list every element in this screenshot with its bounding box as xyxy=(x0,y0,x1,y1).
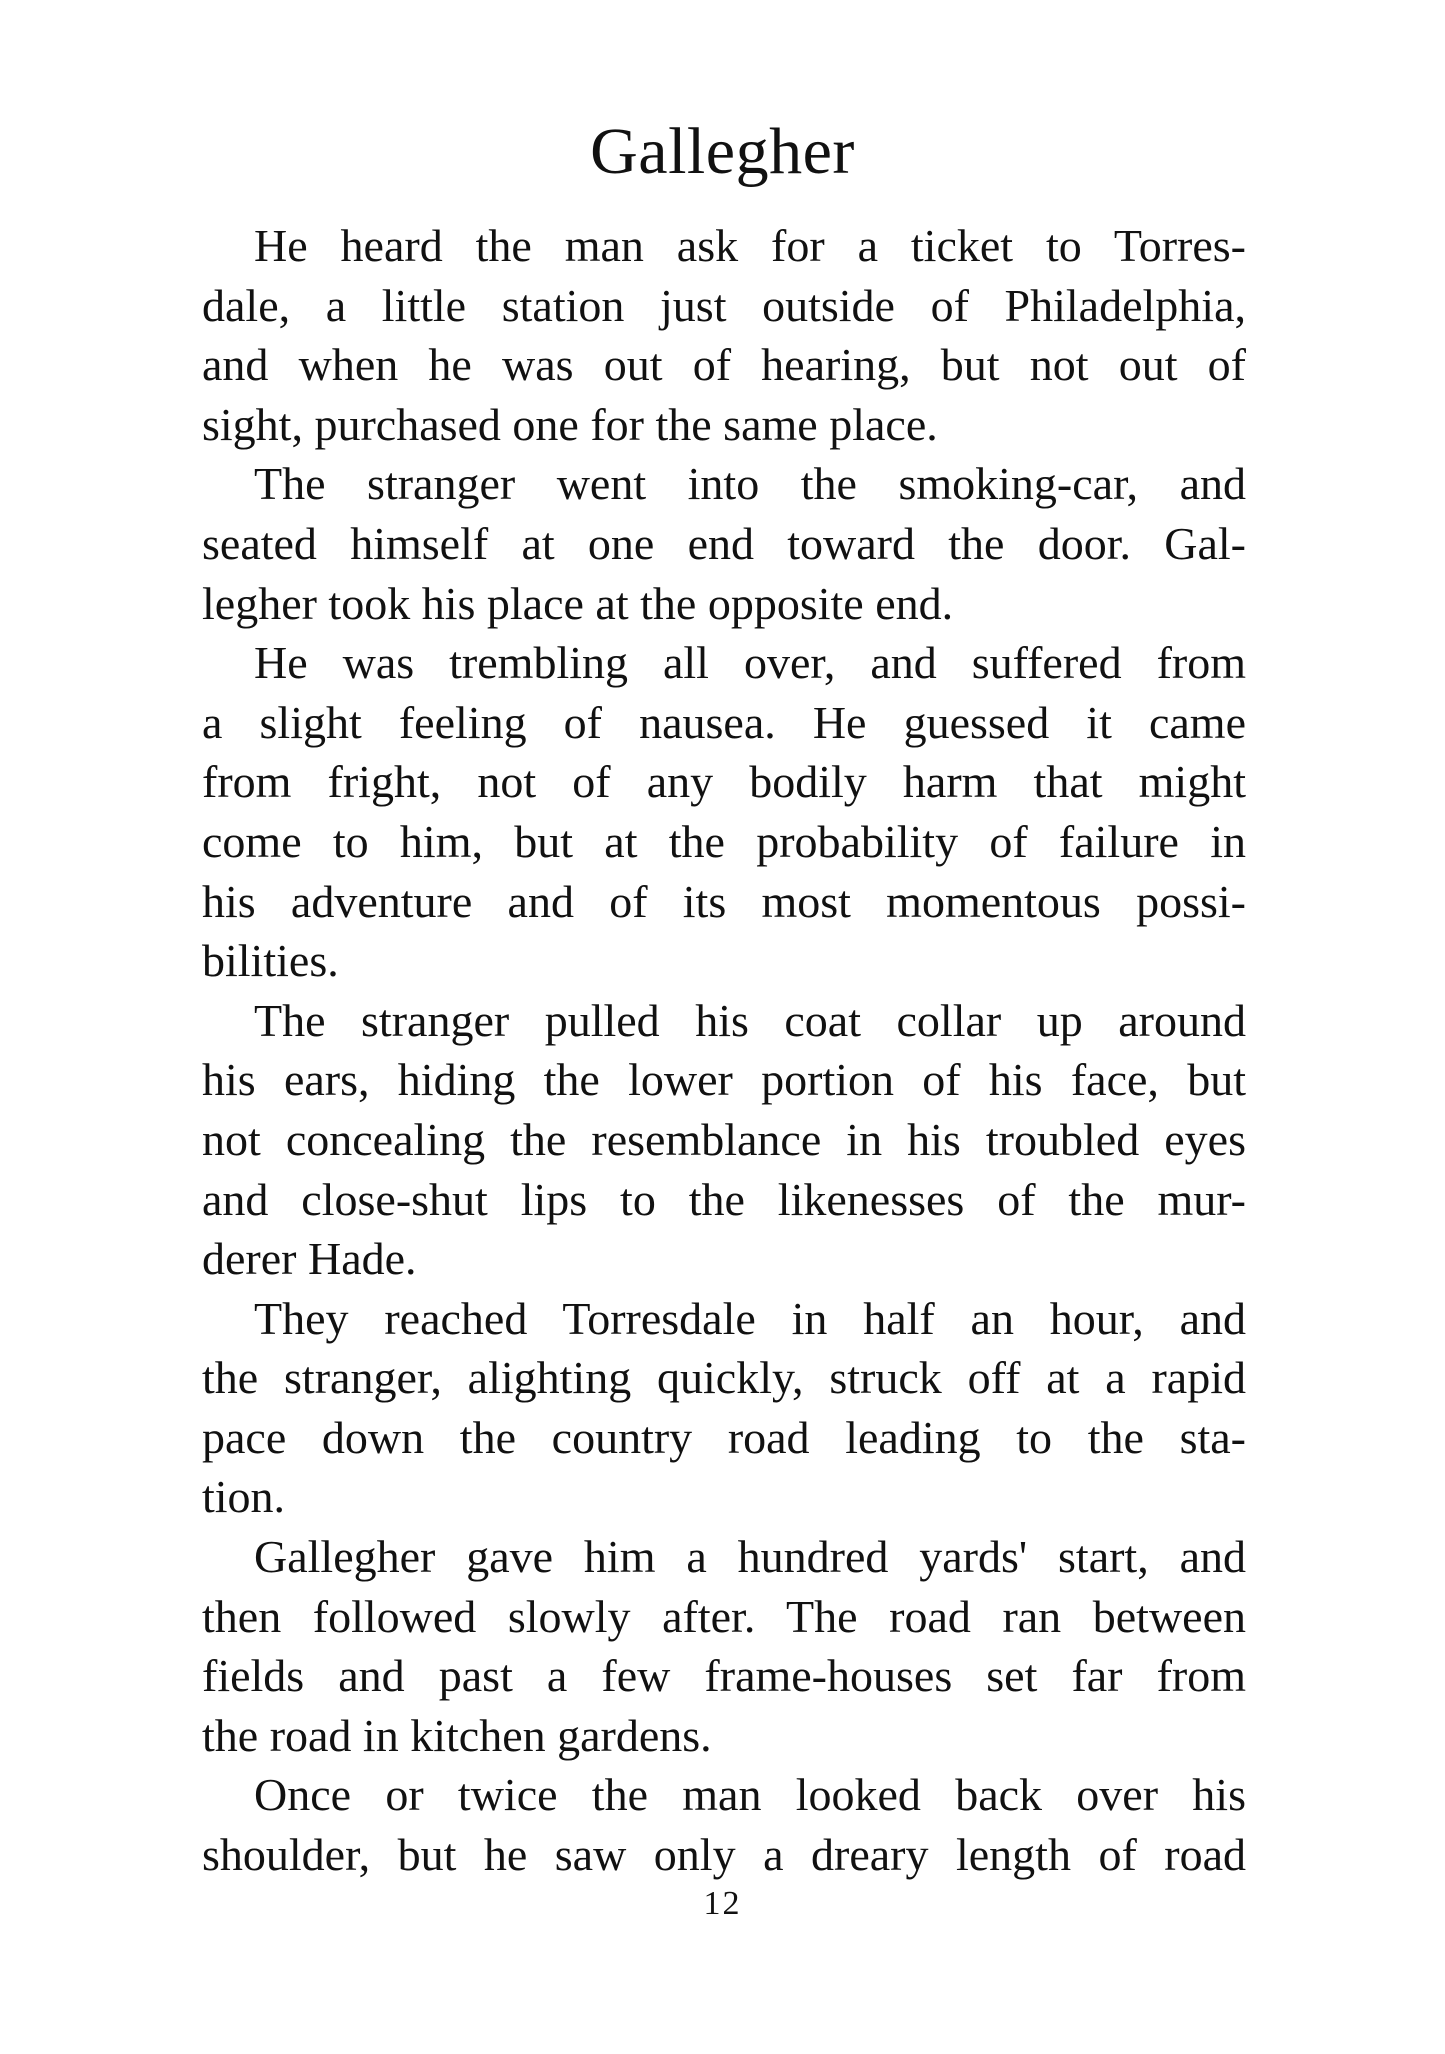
text-line: a slight feeling of nausea. He guessed it came xyxy=(202,696,1246,748)
paragraph xyxy=(202,1527,1246,1765)
text-line: He was trembling all over, and suffered from xyxy=(254,637,1246,689)
text-line: fields and past a few frame-houses set far from xyxy=(202,1650,1246,1702)
text-line: seated himself at one end toward the door. Gal- xyxy=(202,517,1246,569)
text-line: derer Hade. xyxy=(202,1233,417,1285)
text-line: The stranger pulled his coat collar up around xyxy=(254,994,1246,1046)
text-line: then followed slowly after. The road ran between xyxy=(202,1590,1246,1642)
paragraph xyxy=(202,991,1246,1289)
paragraph xyxy=(202,1765,1246,1884)
text-line: pace down the country road leading to the sta- xyxy=(202,1411,1246,1463)
text-line: the stranger, alighting quickly, struck off at a rapid xyxy=(202,1352,1246,1404)
body-text xyxy=(202,216,1246,1885)
text-line: not concealing the resemblance in his troubled eyes xyxy=(202,1113,1246,1165)
text-line: his ears, hiding the lower portion of his face, but xyxy=(202,1054,1246,1106)
running-head: Gallegher xyxy=(590,115,855,188)
text-line: Once or twice the man looked back over his xyxy=(254,1769,1246,1821)
page-number: 12 xyxy=(703,1885,742,1922)
paragraph xyxy=(202,1289,1246,1527)
text-line: He heard the man ask for a ticket to Torres- xyxy=(254,220,1246,271)
text-line: come to him, but at the probability of failure in xyxy=(202,815,1246,867)
text-line: The stranger went into the smoking-car, and xyxy=(254,458,1246,510)
paragraph xyxy=(202,454,1246,633)
text-line: the road in kitchen gardens. xyxy=(202,1709,712,1761)
text-line: and close-shut lips to the likenesses of the mur- xyxy=(202,1173,1246,1225)
paragraph xyxy=(202,216,1246,454)
text-line: bilities. xyxy=(202,935,339,987)
text-line: They reached Torresdale in half an hour, and xyxy=(254,1292,1246,1344)
text-line: dale, a little station just outside of Philadelphia, xyxy=(202,279,1246,331)
text-line: from fright, not of any bodily harm that might xyxy=(202,756,1246,808)
text-line: Gallegher gave him a hundred yards' start, and xyxy=(254,1531,1246,1583)
text-line: tion. xyxy=(202,1471,286,1523)
paragraph xyxy=(202,633,1246,991)
text-line: and when he was out of hearing, but not out of xyxy=(202,339,1246,391)
text-line: legher took his place at the opposite end. xyxy=(202,577,954,629)
text-line: sight, purchased one for the same place. xyxy=(202,398,938,450)
text-line: his adventure and of its most momentous possi- xyxy=(202,875,1246,927)
text-line: shoulder, but he saw only a dreary length of road xyxy=(202,1829,1246,1881)
